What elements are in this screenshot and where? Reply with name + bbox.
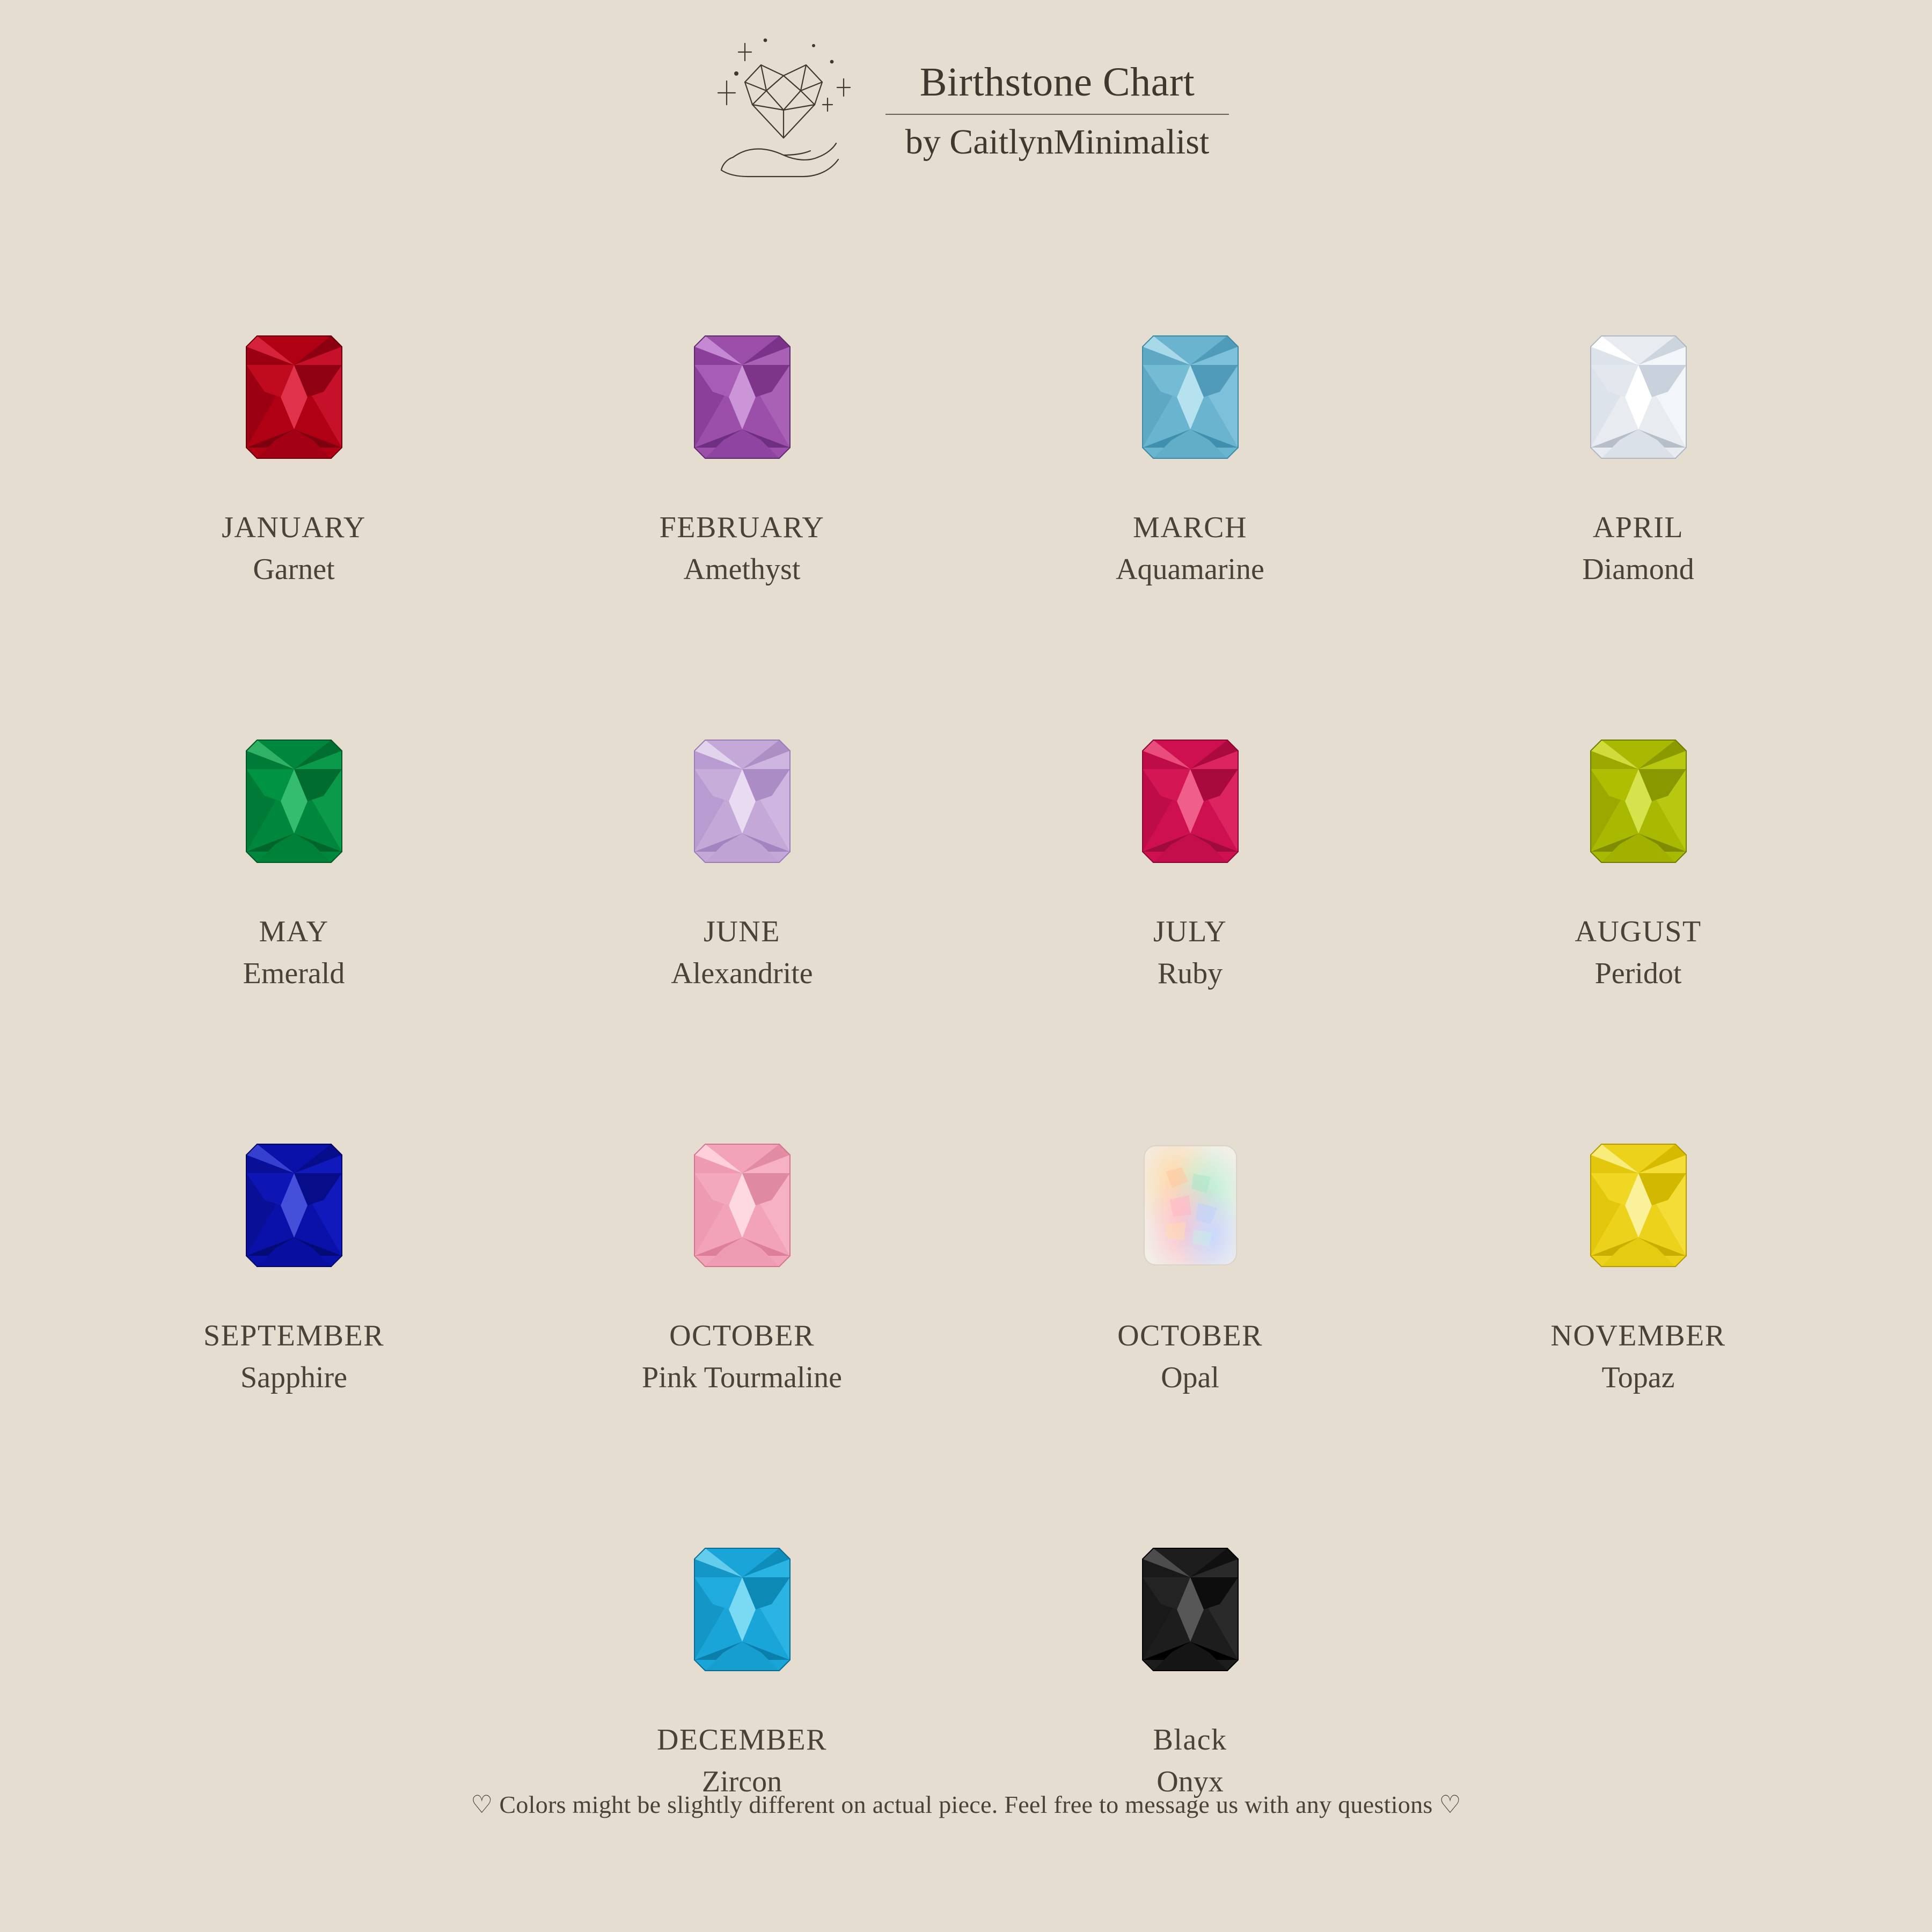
footer-note: ♡ Colors might be slightly different on actual piece. Feel free to message us with any questions ♡ (471, 1791, 1461, 1818)
page-subtitle: by CaitlynMinimalist (905, 122, 1210, 162)
birthstone-cell-april (1414, 309, 1862, 587)
month-label: OCTOBER (669, 1319, 815, 1352)
birthstone-cell-january (70, 309, 518, 587)
birthstone-cell-june (518, 713, 966, 991)
gem-november (1587, 1117, 1689, 1294)
gem-september (243, 1117, 345, 1294)
month-label: MARCH (1133, 511, 1247, 544)
row-spacer (70, 1395, 1862, 1521)
gem-march (1139, 309, 1241, 486)
month-label: JANUARY (222, 511, 366, 544)
title-block (885, 54, 1229, 160)
stone-label: Diamond (1582, 553, 1694, 586)
grid-row (70, 713, 1862, 991)
gem-july (1139, 713, 1241, 890)
month-label: OCTOBER (1117, 1319, 1263, 1352)
stone-label: Topaz (1601, 1361, 1675, 1394)
grid-row (70, 1521, 1862, 1799)
month-label: APRIL (1592, 511, 1684, 544)
stone-label: Amethyst (683, 553, 801, 586)
stone-label: Ruby (1157, 957, 1223, 990)
stone-label: Garnet (253, 553, 335, 586)
stone-label: Aquamarine (1116, 553, 1264, 586)
birthstone-cell-may (70, 713, 518, 991)
month-label: AUGUST (1575, 915, 1702, 948)
birthstone-cell-july (966, 713, 1414, 991)
stone-label: Peridot (1594, 957, 1682, 990)
page-title: Birthstone Chart (919, 60, 1195, 105)
month-label: JUNE (704, 915, 780, 948)
stone-label: Pink Tourmaline (641, 1361, 843, 1394)
month-label: JULY (1153, 915, 1227, 948)
month-label: Black (1153, 1723, 1227, 1757)
birthstone-panel (70, 260, 1862, 1854)
birthstone-cell-october-tourmaline (518, 1117, 966, 1395)
month-label: SEPTEMBER (203, 1319, 385, 1352)
stone-label: Onyx (1157, 1765, 1224, 1798)
gem-may (243, 713, 345, 890)
grid-row (70, 309, 1862, 587)
gem-february (691, 309, 793, 486)
gem-october-pink-tourmaline (691, 1117, 793, 1294)
birthstone-cell-november (1414, 1117, 1862, 1395)
gem-october-opal (1142, 1117, 1239, 1294)
stone-label: Sapphire (240, 1361, 348, 1394)
gem-january (243, 309, 345, 486)
stone-label: Zircon (701, 1765, 782, 1798)
gem-august (1587, 713, 1689, 890)
heart-gem-in-hand-icon (703, 24, 864, 191)
birthstone-cell-august (1414, 713, 1862, 991)
stone-label: Emerald (243, 957, 345, 990)
month-label: NOVEMBER (1550, 1319, 1726, 1352)
birthstone-cell-march (966, 309, 1414, 587)
month-label: MAY (259, 915, 329, 948)
gem-black-onyx (1139, 1521, 1241, 1698)
gem-june (691, 713, 793, 890)
chart-header (0, 0, 1932, 177)
title-divider (885, 114, 1229, 115)
grid-row (70, 1117, 1862, 1395)
row-spacer (70, 991, 1862, 1117)
birthstone-cell-february (518, 309, 966, 587)
gem-april (1587, 309, 1689, 486)
birthstone-grid (70, 260, 1862, 1799)
stone-label: Opal (1161, 1361, 1219, 1394)
stone-label: Alexandrite (671, 957, 813, 990)
birthstone-cell-black-onyx (966, 1521, 1414, 1799)
birthstone-cell-september (70, 1117, 518, 1395)
birthstone-cell-december (518, 1521, 966, 1799)
gem-december (691, 1521, 793, 1698)
month-label: DECEMBER (657, 1723, 827, 1757)
birthstone-cell-october-opal (966, 1117, 1414, 1395)
row-spacer (70, 587, 1862, 713)
month-label: FEBRUARY (659, 511, 825, 544)
